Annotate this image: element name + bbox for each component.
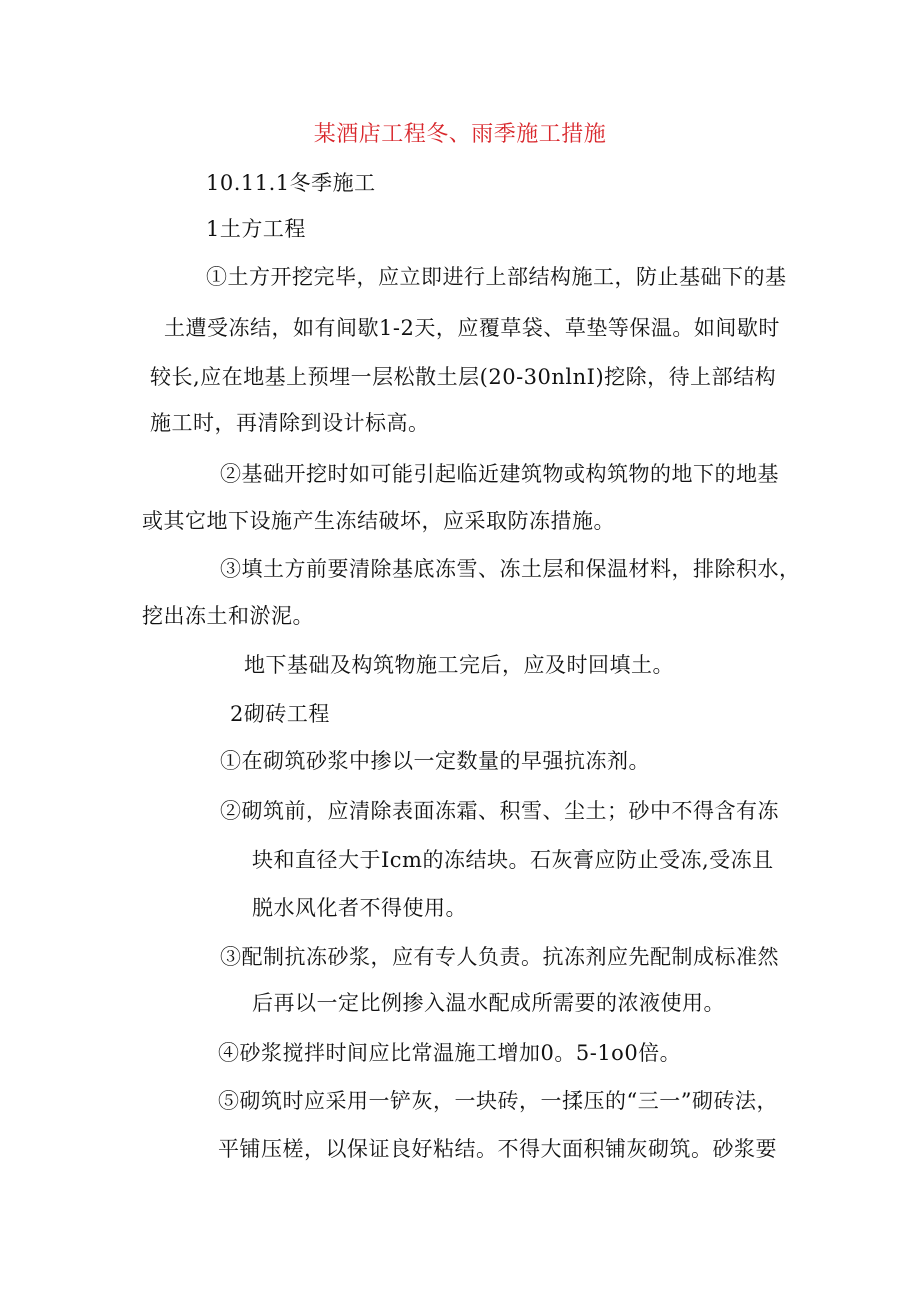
section-heading: 10.11.1冬季施工 — [206, 171, 376, 195]
subsection-heading-masonry: 2砌砖工程 — [230, 702, 330, 726]
masonry-item-2-line-3: 脱水风化者不得使用。 — [252, 896, 467, 920]
masonry-item-5-line-1: ⑤砌筑时应采用一铲灰，一块砖，一揉压的“三一”砌砖法， — [218, 1089, 778, 1113]
masonry-item-3-line-2: 后再以一定比例掺入温水配成所需要的浓液使用。 — [252, 991, 725, 1015]
earthwork-note: 地下基础及构筑物施工完后，应及时回填土。 — [244, 653, 674, 677]
masonry-item-2-line-1: ②砌筑前，应清除表面冻霜、积雪、尘土；砂中不得含有冻 — [220, 799, 779, 823]
earthwork-item-3-line-1: ③填土方前要清除基底冻雪、冻土层和保温材料，排除积水， — [220, 557, 801, 581]
earthwork-item-1-line-1: ①土方开挖完毕，应立即进行上部结构施工，防止基础下的基 — [206, 265, 787, 289]
masonry-item-5-line-2: 平铺压槎，以保证良好粘结。不得大面积铺灰砌筑。砂浆要 — [218, 1137, 777, 1161]
earthwork-item-3-line-2: 挖出冻土和淤泥。 — [142, 604, 314, 628]
masonry-item-4: ④砂浆搅拌时间应比常温施工增加0。5-1o0倍。 — [218, 1041, 682, 1065]
earthwork-item-2-line-1: ②基础开挖时如可能引起临近建筑物或构筑物的地下的地基 — [220, 462, 779, 486]
earthwork-item-1-line-4: 施工时，再清除到设计标高。 — [150, 411, 430, 435]
earthwork-item-1-line-2: 土遭受冻结，如有间歇1-2天，应覆草袋、草垫等保温。如间歇时 — [164, 316, 780, 340]
masonry-item-3-line-1: ③配制抗冻砂浆，应有专人负责。抗冻剂应先配制成标准然 — [220, 945, 779, 969]
earthwork-item-1-line-3: 较长,应在地基上预埋一层松散土层(20-30nlnI)挖除，待上部结构 — [150, 365, 777, 389]
masonry-item-2-line-2: 块和直径大于Icm的冻结块。石灰膏应防止受冻,受冻且 — [252, 848, 774, 872]
earthwork-item-2-line-2: 或其它地下设施产生冻结破坏，应采取防冻措施。 — [142, 509, 615, 533]
masonry-item-1: ①在砌筑砂浆中掺以一定数量的早强抗冻剂。 — [220, 749, 650, 773]
document-title: 某酒店工程冬、雨季施工措施 — [313, 122, 607, 147]
subsection-heading-earthwork: 1土方工程 — [206, 217, 306, 241]
